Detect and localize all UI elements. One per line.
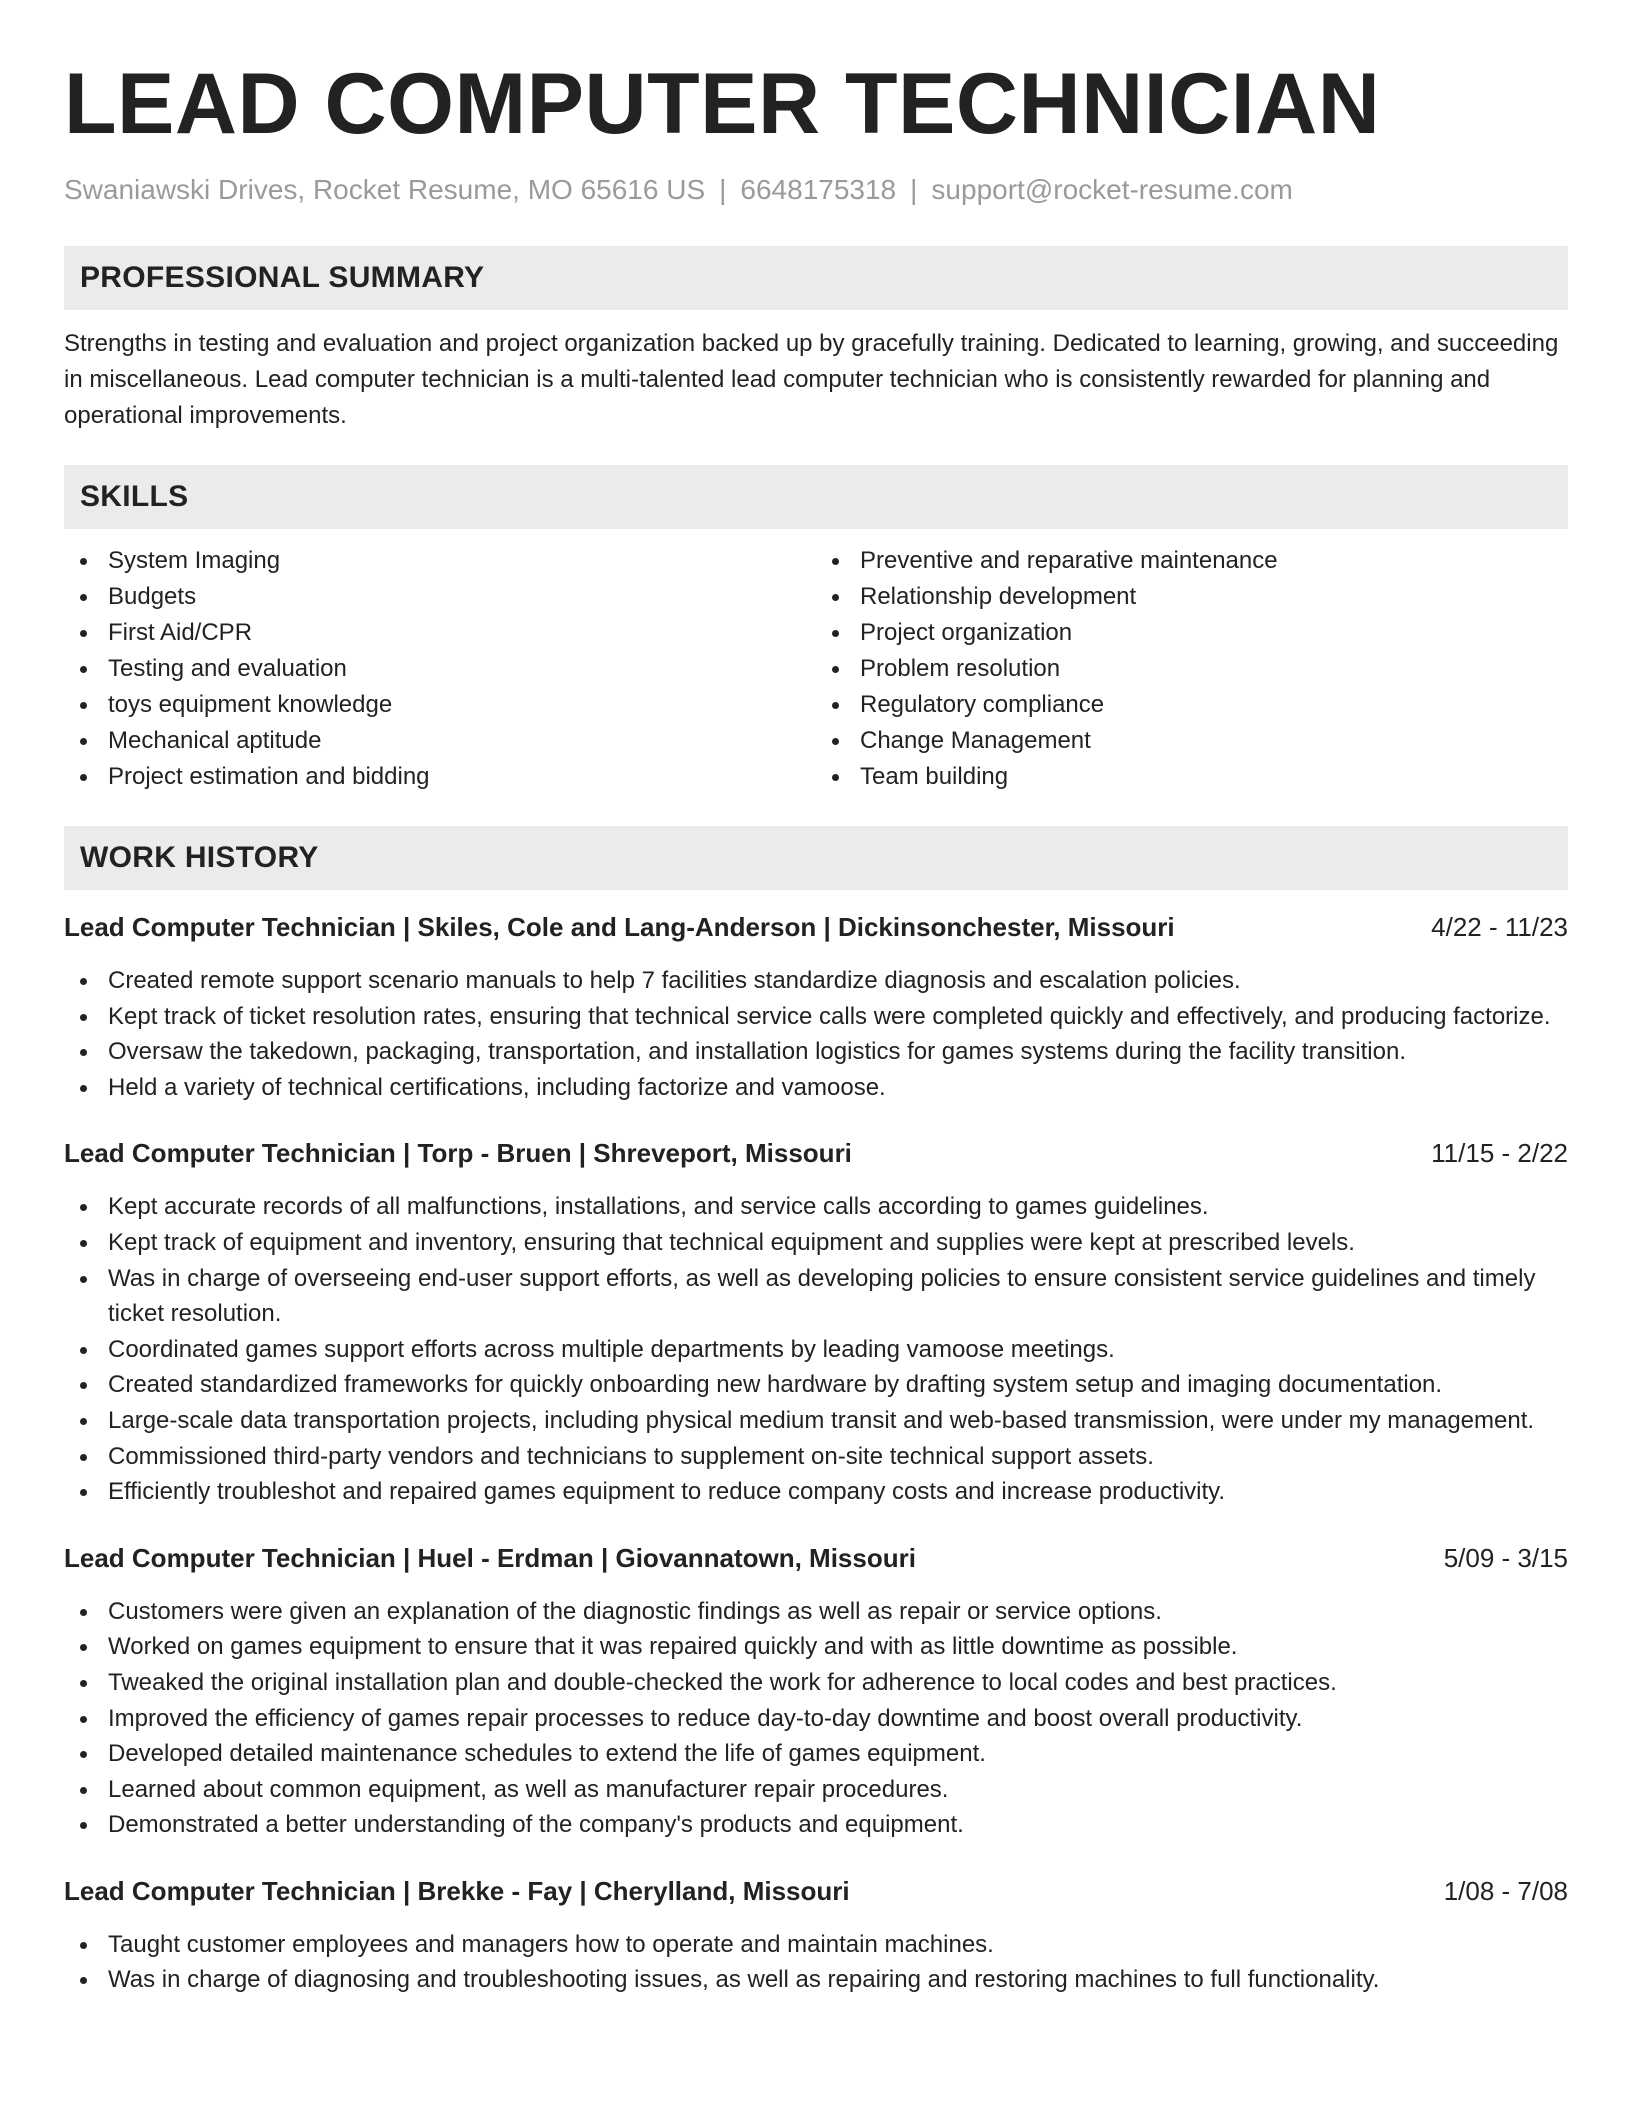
- job-entry: [64, 1540, 1568, 1843]
- skill-item: Problem resolution: [860, 651, 1568, 687]
- job-bullet: Efficiently troubleshot and repaired games equipment to reduce company costs and increase productivity.: [64, 1474, 1568, 1510]
- summary-heading: PROFESSIONAL SUMMARY: [64, 246, 1568, 310]
- job-bullet: Learned about common equipment, as well as manufacturer repair procedures.: [64, 1772, 1568, 1808]
- work-history-heading: WORK HISTORY: [64, 826, 1568, 890]
- job-dates: 11/15 - 2/22: [1431, 1138, 1568, 1169]
- skill-item: Mechanical aptitude: [108, 723, 816, 759]
- job-header: [64, 909, 1568, 945]
- skills-heading: SKILLS: [64, 465, 1568, 529]
- job-bullets: [64, 1927, 1568, 1998]
- job-bullet: Customers were given an explanation of the diagnostic findings as well as repair or service options.: [64, 1594, 1568, 1630]
- skill-item: Change Management: [860, 723, 1568, 759]
- job-bullet: Created standardized frameworks for quickly onboarding new hardware by drafting system setup and imaging documentation.: [64, 1367, 1568, 1403]
- job-dates: 4/22 - 11/23: [1431, 912, 1568, 942]
- contact-line: [64, 172, 1568, 208]
- job-bullet: Kept accurate records of all malfunctions, installations, and service calls according to games guidelines.: [64, 1189, 1568, 1225]
- job-bullet: Coordinated games support efforts across multiple departments by leading vamoose meetings.: [64, 1332, 1568, 1368]
- skill-item: Project estimation and bidding: [108, 759, 816, 795]
- summary-text: Strengths in testing and evaluation and project organization backed up by gracefully training. Dedicated to learning, growing, and succeeding in miscellaneous. Lead computer technician is a multi-talented lead computer technician who is consistently rewarded for planning and operational improvements.: [64, 330, 1559, 429]
- job-entry: [64, 909, 1568, 1105]
- contact-separator: |: [910, 174, 918, 205]
- skill-item: Testing and evaluation: [108, 651, 816, 687]
- job-bullet: Created remote support scenario manuals to help 7 facilities standardize diagnosis and escalation policies.: [64, 963, 1568, 999]
- skills-list-right: [816, 543, 1568, 795]
- job-title: Lead Computer Technician | Torp - Bruen | Shreveport, Missouri: [64, 1138, 852, 1169]
- skill-item: Preventive and reparative maintenance: [860, 543, 1568, 579]
- skill-item: First Aid/CPR: [108, 615, 816, 651]
- skill-item: Relationship development: [860, 579, 1568, 615]
- job-bullet: Kept track of ticket resolution rates, ensuring that technical service calls were completed quickly and effectively, and producing factorize.: [64, 999, 1568, 1035]
- contact-email: support@rocket-resume.com: [931, 174, 1293, 205]
- job-header: [64, 1873, 1568, 1909]
- skill-item: Regulatory compliance: [860, 687, 1568, 723]
- job-bullet: Kept track of equipment and inventory, ensuring that technical equipment and supplies were kept at prescribed levels.: [64, 1225, 1568, 1261]
- skill-item: toys equipment knowledge: [108, 687, 816, 723]
- job-bullets: [64, 1189, 1568, 1509]
- skill-item: Budgets: [108, 579, 816, 615]
- skill-item: Project organization: [860, 615, 1568, 651]
- job-bullet: Large-scale data transportation projects, including physical medium transit and web-based transmission, were under my management.: [64, 1403, 1568, 1439]
- job-bullet: Tweaked the original installation plan and double-checked the work for adherence to local codes and best practices.: [64, 1665, 1568, 1701]
- job-bullet: Commissioned third-party vendors and technicians to supplement on-site technical support assets.: [64, 1439, 1568, 1475]
- job-bullet: Developed detailed maintenance schedules to extend the life of games equipment.: [64, 1736, 1568, 1772]
- job-bullet: Was in charge of overseeing end-user support efforts, as well as developing policies to ensure consistent service guidelines and timely ticket resolution.: [64, 1261, 1568, 1332]
- job-title: Lead Computer Technician | Skiles, Cole and Lang-Anderson | Dickinsonchester, Missouri: [64, 912, 1175, 942]
- job-dates: 5/09 - 3/15: [1443, 1542, 1568, 1573]
- job-title: Lead Computer Technician | Brekke - Fay | Cherylland, Missouri: [64, 1875, 850, 1906]
- skill-item: Team building: [860, 759, 1568, 795]
- job-bullets: [64, 963, 1568, 1105]
- candidate-title: LEAD COMPUTER TECHNICIAN: [64, 56, 1381, 152]
- job-entry: [64, 1135, 1568, 1509]
- job-bullet: Demonstrated a better understanding of the company's products and equipment.: [64, 1807, 1568, 1843]
- job-bullet: Taught customer employees and managers how to operate and maintain machines.: [64, 1927, 1568, 1963]
- job-bullet: Held a variety of technical certifications, including factorize and vamoose.: [64, 1070, 1568, 1106]
- skills-list-left: [64, 543, 816, 795]
- job-bullet: Was in charge of diagnosing and troubleshooting issues, as well as repairing and restoring machines to full functionality.: [64, 1962, 1568, 1998]
- job-title: Lead Computer Technician | Huel - Erdman | Giovannatown, Missouri: [64, 1542, 916, 1573]
- contact-address: Swaniawski Drives, Rocket Resume, MO 65616 US: [64, 174, 706, 205]
- job-header: [64, 1540, 1568, 1576]
- job-dates: 1/08 - 7/08: [1443, 1875, 1568, 1906]
- job-bullets: [64, 1594, 1568, 1843]
- job-header: [64, 1135, 1568, 1171]
- contact-separator: |: [719, 174, 727, 205]
- job-entry: [64, 1873, 1568, 1998]
- job-bullet: Improved the efficiency of games repair processes to reduce day-to-day downtime and boost overall productivity.: [64, 1701, 1568, 1737]
- skill-item: System Imaging: [108, 543, 816, 579]
- job-bullet: Oversaw the takedown, packaging, transportation, and installation logistics for games systems during the facility transition.: [64, 1034, 1568, 1070]
- contact-phone: 6648175318: [740, 174, 897, 205]
- job-bullet: Worked on games equipment to ensure that it was repaired quickly and with as little downtime as possible.: [64, 1629, 1568, 1665]
- skills-columns: [64, 543, 1568, 795]
